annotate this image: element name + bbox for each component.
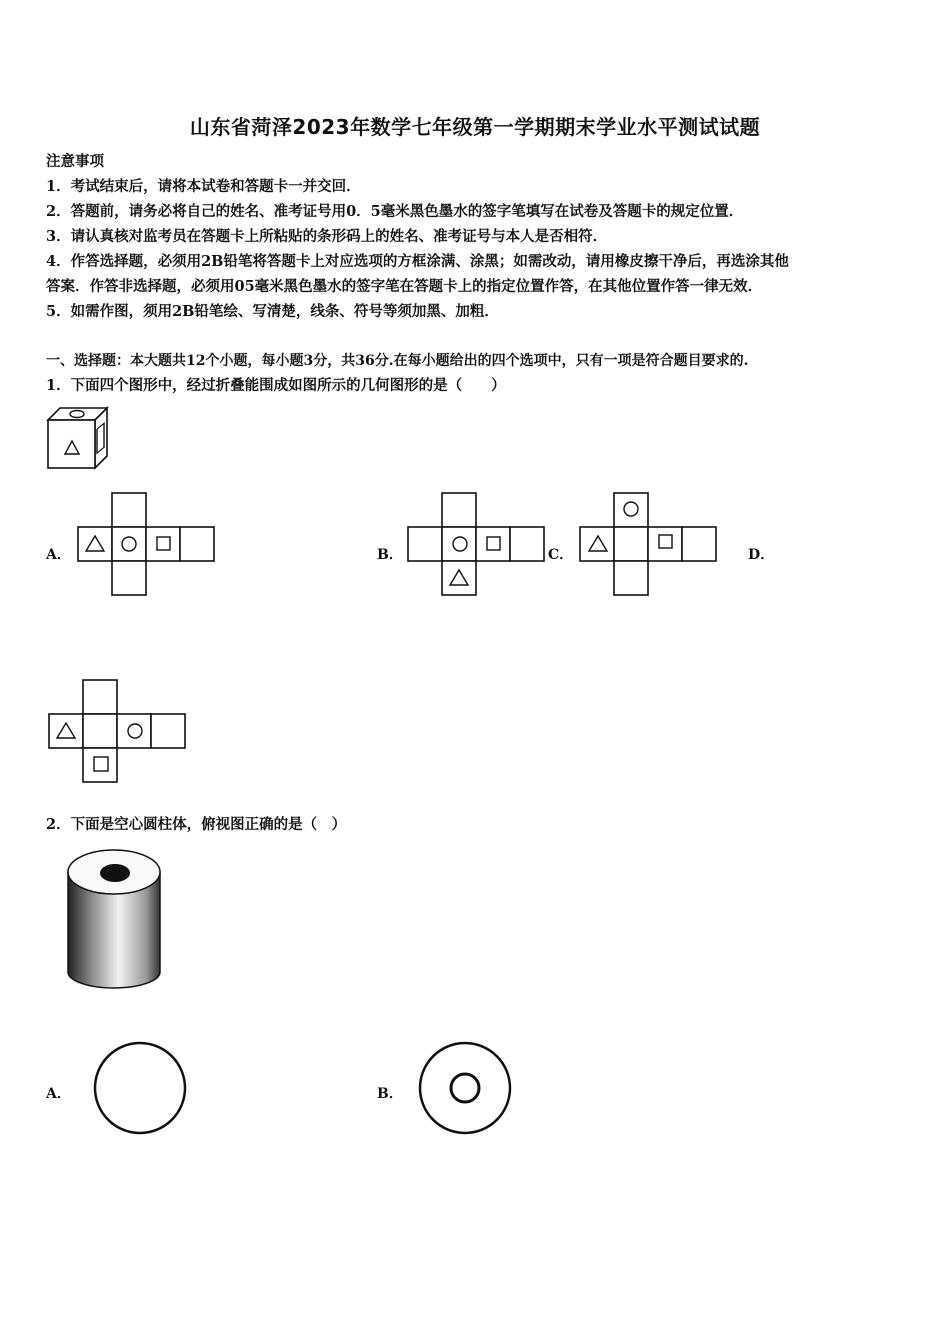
q2-option-b-figure[interactable] xyxy=(417,1040,513,1136)
q2-option-a-label[interactable]: A． xyxy=(46,1086,71,1102)
notice-item-1: 1．考试结束后，请将本试卷和答题卡一并交回． xyxy=(46,178,361,195)
circle-icon xyxy=(95,1043,185,1133)
q1-option-d-net[interactable] xyxy=(48,679,188,783)
hollow-cylinder-figure xyxy=(64,844,164,990)
notice-heading: 注意事项 xyxy=(46,153,104,170)
notice-item-3: 3．请认真核对监考员在答题卡上所粘贴的条形码上的姓名、准考证号与本人是否相符． xyxy=(46,228,608,245)
q1-option-d-label[interactable]: D． xyxy=(748,547,775,563)
inner-circle-icon xyxy=(451,1074,479,1102)
q1-option-b-label[interactable]: B． xyxy=(377,547,403,563)
page-title: 山东省菏泽2023年数学七年级第一学期期末学业水平测试试题 xyxy=(189,115,761,139)
question-1-stem: 1．下面四个图形中，经过折叠能围成如图所示的几何图形的是（ ） xyxy=(46,377,506,394)
cube-figure xyxy=(46,406,110,470)
q1-option-a-label[interactable]: A． xyxy=(46,547,71,563)
notice-item-2: 2．答题前，请务必将自己的姓名、准考证号用0．5毫米黑色墨水的签字笔填写在试卷及答题卡的规定位置． xyxy=(46,203,744,220)
notice-item-5: 5．如需作图，须用2B铅笔绘、写清楚，线条、符号等须加黑、加粗． xyxy=(46,303,499,320)
q1-option-c-net[interactable] xyxy=(579,492,719,596)
q1-option-a-net[interactable] xyxy=(77,492,217,596)
notice-item-4-cont: 答案．作答非选择题，必须用05毫米黑色墨水的签字笔在答题卡上的指定位置作答，在其他位置作答一律无效． xyxy=(46,278,763,295)
outer-circle-icon xyxy=(420,1043,510,1133)
section-heading: 一、选择题：本大题共12个小题，每小题3分，共36分.在每小题给出的四个选项中，只有一项是符合题目要求的. xyxy=(46,353,749,369)
question-2-stem: 2．下面是空心圆柱体，俯视图正确的是（ ） xyxy=(46,816,347,833)
q1-option-c-label[interactable]: C． xyxy=(548,547,574,563)
q1-option-b-net[interactable] xyxy=(407,492,547,596)
q2-option-a-figure[interactable] xyxy=(92,1040,188,1136)
notice-item-4: 4．作答选择题，必须用2B铅笔将答题卡上对应选项的方框涂满、涂黑；如需改动，请用橡皮擦干净后，再选涂其他 xyxy=(46,253,789,270)
q2-option-b-label[interactable]: B． xyxy=(377,1086,403,1102)
